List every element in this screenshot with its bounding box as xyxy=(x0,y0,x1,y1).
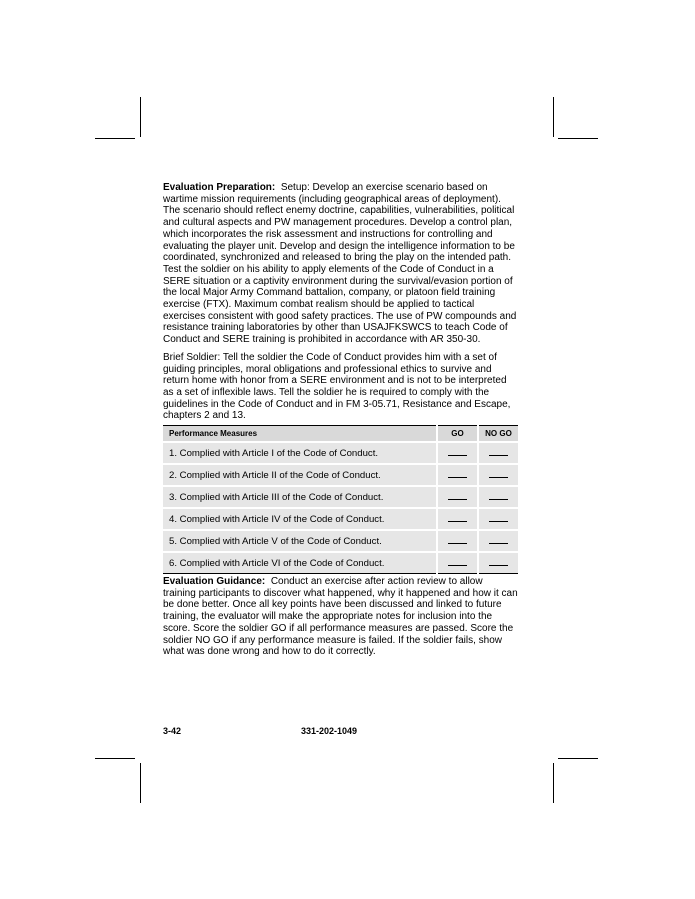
crop-mark xyxy=(140,97,141,137)
evaluation-preparation xyxy=(163,182,518,346)
header-no-go: NO GO xyxy=(478,426,518,443)
crop-mark xyxy=(140,763,141,803)
brief-soldier: Brief Soldier: Tell the soldier the Code of Conduct provides him with a set of guiding principles, moral obligations and professional ethics to survive and return home with honor from a SERE environment and is not to be interpreted as a set of inflexible laws. Tell the soldier he is required to comply with the guidelines in the Code of Conduct and in FM 3-05.71, Resistance and Escape, chapters 2 and 13. xyxy=(163,351,511,422)
go-blank[interactable] xyxy=(437,464,478,486)
performance-measure: 2. Complied with Article II of the Code of Conduct. xyxy=(163,464,437,486)
no-go-blank[interactable] xyxy=(478,486,518,508)
crop-mark xyxy=(553,763,554,803)
evaluation-preparation-text: Setup: Develop an exercise scenario based on wartime mission requirements (including geographical areas of deployment). The scenario should reflect enemy doctrine, capabilities, vulnerabilities, political and cultural aspects and PW management procedures. Develop a control plan, which incorporates the risk assessment and instructions for controlling and evaluating the player unit. Develop and design the intelligence information to be coordinated, synchronized and released to bring the play on the intended path. Test the soldier on his ability to apply elements of the Code of Conduct in a SERE situation or a captivity environment during the survival/evasion portion of the local Major Army Command battalion, company, or platoon field training exercise (FTX). Maximum combat realism should be applied to tactical exercises consistent with good safety practices. The use of PW compounds and resistance training laboratories by other than USAJFKSWCS to teach Code of Conduct and SERE training is prohibited in accordance with AR 350-30. xyxy=(163,182,517,346)
no-go-blank[interactable] xyxy=(478,508,518,530)
document-number: 331-202-1049 xyxy=(301,726,358,736)
evaluation-guidance-heading: Evaluation Guidance: xyxy=(163,576,266,588)
performance-measure: 5. Complied with Article V of the Code of Conduct. xyxy=(163,530,437,552)
go-blank[interactable] xyxy=(437,530,478,552)
crop-mark xyxy=(558,138,598,139)
no-go-blank[interactable] xyxy=(478,552,518,574)
no-go-blank[interactable] xyxy=(478,442,518,464)
table-header-row xyxy=(163,426,518,443)
evaluation-guidance xyxy=(163,576,518,658)
go-blank[interactable] xyxy=(437,486,478,508)
table-row xyxy=(163,508,518,530)
crop-mark xyxy=(95,138,135,139)
table-row xyxy=(163,530,518,552)
crop-mark xyxy=(553,97,554,137)
go-blank[interactable] xyxy=(437,508,478,530)
evaluation-guidance-text: Conduct an exercise after action review to allow training participants to discover what happened, why it happened and how it can be done better. Once all key points have been discussed and linked to future training, the evaluator will make the appropriate notes for inclusion into the score. Score the soldier GO if all performance measures are passed. Score the soldier NO GO if any performance measure is failed. If the soldier fails, show what was done wrong and how to do it correctly. xyxy=(163,576,518,658)
crop-mark xyxy=(95,758,135,759)
no-go-blank[interactable] xyxy=(478,464,518,486)
evaluation-preparation-heading: Evaluation Preparation: xyxy=(163,182,276,193)
table-row xyxy=(163,464,518,486)
header-go: GO xyxy=(437,426,478,443)
table-row xyxy=(163,442,518,464)
crop-mark xyxy=(558,758,598,759)
page-content xyxy=(163,182,518,658)
table-row xyxy=(163,552,518,574)
no-go-blank[interactable] xyxy=(478,530,518,552)
performance-measure: 6. Complied with Article VI of the Code of Conduct. xyxy=(163,552,437,574)
performance-measures-table xyxy=(163,425,518,574)
header-performance-measures: Performance Measures xyxy=(163,426,437,443)
performance-measure: 3. Complied with Article III of the Code of Conduct. xyxy=(163,486,437,508)
page-number: 3-42 xyxy=(163,726,182,736)
performance-measure: 1. Complied with Article I of the Code of Conduct. xyxy=(163,442,437,464)
table-row xyxy=(163,486,518,508)
performance-measure: 4. Complied with Article IV of the Code of Conduct. xyxy=(163,508,437,530)
go-blank[interactable] xyxy=(437,552,478,574)
go-blank[interactable] xyxy=(437,442,478,464)
